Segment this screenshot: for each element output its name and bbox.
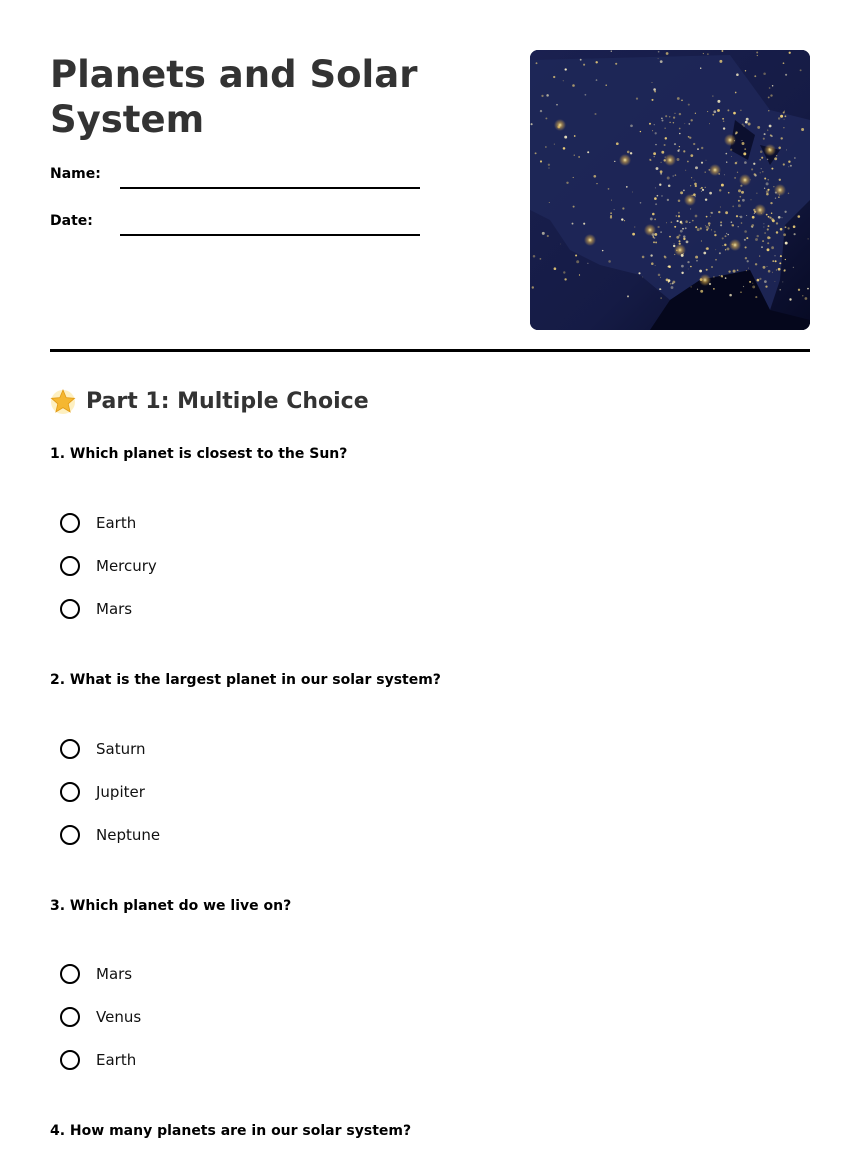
question-2-option-1[interactable] <box>60 736 146 762</box>
option-label: Mars <box>96 600 133 618</box>
part1-title <box>50 388 369 414</box>
radio-button[interactable] <box>60 599 80 619</box>
date-label: Date: <box>50 213 93 229</box>
question-3: 3. Which planet do we live on? <box>50 898 292 914</box>
question-2-option-3[interactable] <box>60 822 160 848</box>
glowing-star-icon <box>50 388 76 414</box>
radio-button[interactable] <box>60 556 80 576</box>
radio-button[interactable] <box>60 739 80 759</box>
radio-button[interactable] <box>60 1050 80 1070</box>
name-input-line[interactable] <box>120 187 420 189</box>
radio-button[interactable] <box>60 1007 80 1027</box>
option-label: Jupiter <box>96 783 145 801</box>
option-label: Neptune <box>96 826 161 844</box>
section-divider <box>50 349 810 352</box>
date-input-line[interactable] <box>120 234 420 236</box>
name-field <box>50 166 420 190</box>
date-field <box>50 213 420 237</box>
question-1-option-3[interactable] <box>60 596 132 622</box>
page-title: Planets and Solar System <box>50 53 418 141</box>
part1-title-text: Part 1: Multiple Choice <box>86 388 369 414</box>
question-3-option-2[interactable] <box>60 1004 141 1030</box>
radio-button[interactable] <box>60 782 80 802</box>
option-label: Earth <box>96 1051 137 1069</box>
option-label: Venus <box>96 1008 142 1026</box>
question-1: 1. Which planet is closest to the Sun? <box>50 446 348 462</box>
option-label: Saturn <box>96 740 146 758</box>
radio-button[interactable] <box>60 513 80 533</box>
option-label: Mars <box>96 965 133 983</box>
question-3-option-1[interactable] <box>60 961 132 987</box>
question-1-option-1[interactable] <box>60 510 136 536</box>
question-2-option-2[interactable] <box>60 779 145 805</box>
question-4: 4. How many planets are in our solar system? <box>50 1123 412 1139</box>
radio-button[interactable] <box>60 964 80 984</box>
name-label: Name: <box>50 166 101 182</box>
option-label: Earth <box>96 514 137 532</box>
radio-button[interactable] <box>60 825 80 845</box>
question-2: 2. What is the largest planet in our solar system? <box>50 672 441 688</box>
question-1-option-2[interactable] <box>60 553 157 579</box>
question-3-option-3[interactable] <box>60 1047 136 1073</box>
option-label: Mercury <box>96 557 157 575</box>
night-earth-image <box>530 50 810 330</box>
